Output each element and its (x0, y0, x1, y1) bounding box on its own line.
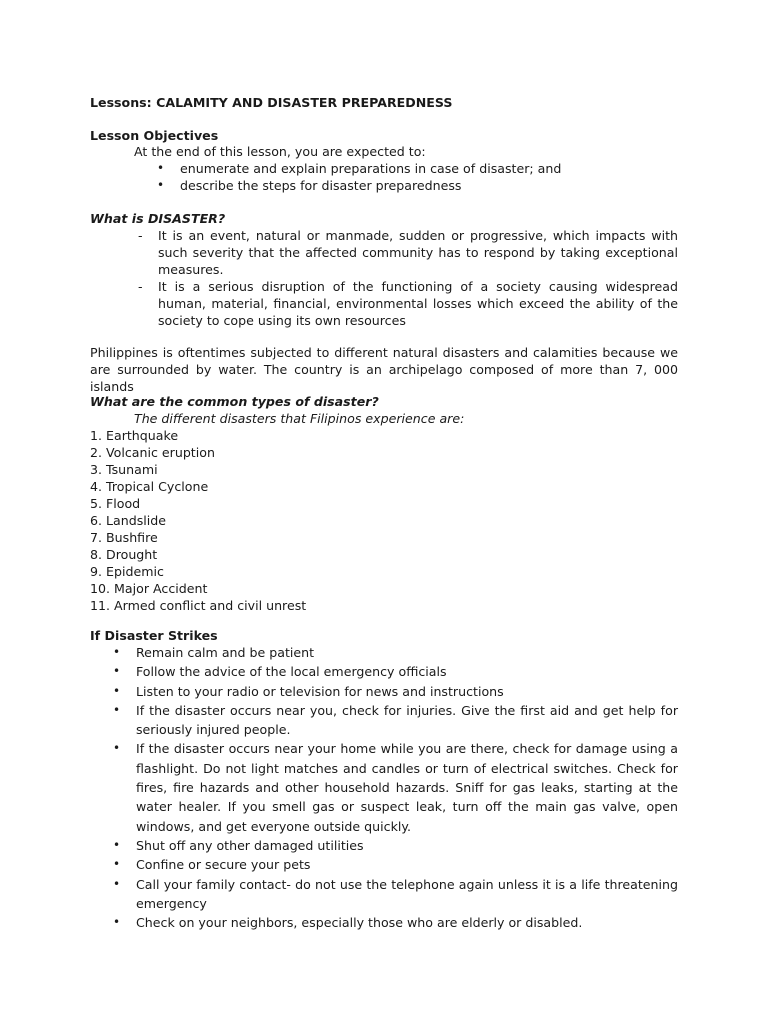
list-item: • Listen to your radio or television for news and instructions (136, 682, 678, 701)
what-is-list (158, 227, 678, 329)
list-item: • If the disaster occurs near your home while you are there, check for damage using a flashlight. Do not light matches and candles or turn of electrical switches. Check for fires, fire hazards and other household hazards. Sniff for gas leaks, starting at the water healer. If you smell gas or suspect leak, turn off the main gas valve, open windows, and get everyone outside quickly. (136, 739, 678, 835)
objectives-heading: Lesson Objectives (90, 128, 219, 143)
list-item: 8. Drought (90, 547, 158, 562)
list-item: 2. Volcanic eruption (90, 445, 215, 460)
list-item: 6. Landslide (90, 513, 167, 528)
philippines-paragraph: Philippines is oftentimes subjected to different natural disasters and calamities because we are surrounded by water. The country is an archipelago composed of more than 7, 000 islands (90, 345, 678, 394)
what-is-heading: What is DISASTER? (90, 211, 226, 226)
list-item: - It is an event, natural or manmade, sudden or progressive, which impacts with such severity that the affected community has to respond by taking exceptional measures. (158, 227, 678, 278)
types-intro: The different disasters that Filipinos experience are: (134, 411, 465, 426)
list-item: 10. Major Accident (90, 581, 208, 596)
list-item: • Remain calm and be patient (136, 643, 678, 662)
objectives-intro: At the end of this lesson, you are expected to: (134, 144, 426, 159)
list-item: • Shut off any other damaged utilities (136, 836, 678, 855)
list-item: 11. Armed conflict and civil unrest (90, 598, 307, 613)
list-item: • Follow the advice of the local emergency officials (136, 662, 678, 681)
list-item: • Check on your neighbors, especially those who are elderly or disabled. (136, 913, 678, 932)
strikes-heading: If Disaster Strikes (90, 628, 218, 643)
list-item: 4. Tropical Cyclone (90, 479, 209, 494)
list-item: 1. Earthquake (90, 428, 179, 443)
list-item: • Call your family contact- do not use the telephone again unless it is a life threatening emergency (136, 875, 678, 914)
lesson-title: Lessons: CALAMITY AND DISASTER PREPAREDNESS (90, 95, 453, 110)
list-item: 5. Flood (90, 496, 141, 511)
objectives-list (180, 160, 680, 194)
list-item: 7. Bushfire (90, 530, 158, 545)
list-item: • Confine or secure your pets (136, 855, 678, 874)
list-item: 3. Tsunami (90, 462, 158, 477)
list-item: • enumerate and explain preparations in case of disaster; and (180, 160, 680, 177)
strikes-list (136, 643, 678, 932)
list-item: - It is a serious disruption of the functioning of a society causing widespread human, material, financial, environmental losses which exceed the ability of the society to cope using its own resources (158, 278, 678, 329)
types-list (90, 427, 306, 614)
list-item: 9. Epidemic (90, 564, 164, 579)
list-item: • describe the steps for disaster preparedness (180, 177, 680, 194)
types-heading: What are the common types of disaster? (90, 394, 379, 409)
list-item: • If the disaster occurs near you, check for injuries. Give the first aid and get help for seriously injured people. (136, 701, 678, 740)
